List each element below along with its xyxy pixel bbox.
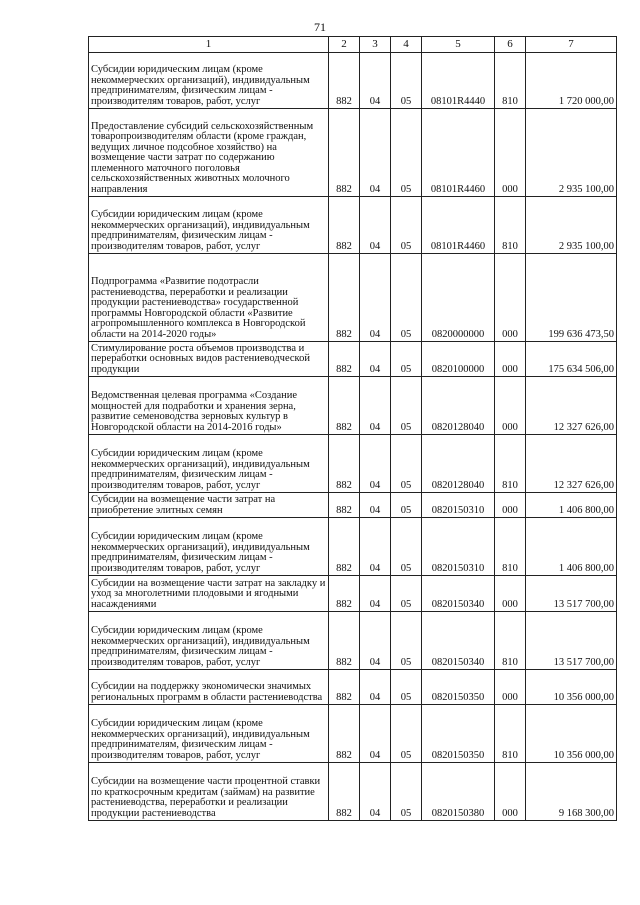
row-subsection-code: 05 — [391, 670, 422, 705]
table-row — [89, 197, 617, 254]
row-subsection-code: 05 — [391, 612, 422, 670]
row-expense-type: 000 — [495, 576, 526, 612]
row-expense-type: 000 — [495, 342, 526, 377]
row-ministry-code: 882 — [329, 53, 360, 109]
table-row — [89, 342, 617, 377]
row-section-code: 04 — [360, 763, 391, 821]
row-subsection-code: 05 — [391, 705, 422, 763]
table-row — [89, 53, 617, 109]
row-subsection-code: 05 — [391, 109, 422, 197]
row-expense-type: 000 — [495, 763, 526, 821]
row-section-code: 04 — [360, 109, 391, 197]
row-subsection-code: 05 — [391, 763, 422, 821]
row-target-article: 08101R4460 — [422, 109, 495, 197]
row-name: Субсидии юридическим лицам (кроме некоммерческих организаций), индивидуальным предпринимателям, физическим лицам - производителям товаров, работ, услуг — [89, 197, 329, 254]
row-expense-type: 000 — [495, 670, 526, 705]
header-col-target-article: 5 — [422, 37, 495, 53]
row-section-code: 04 — [360, 705, 391, 763]
row-expense-type: 000 — [495, 254, 526, 342]
row-name: Ведомственная целевая программа «Создание мощностей для подработки и хранения зерна, развитие семеноводства зерновых культур в Новгородской области на 2014-2016 годы» — [89, 377, 329, 435]
row-subsection-code: 05 — [391, 377, 422, 435]
row-ministry-code: 882 — [329, 612, 360, 670]
row-ministry-code: 882 — [329, 435, 360, 493]
row-amount: 13 517 700,00 — [526, 612, 617, 670]
row-name: Субсидии на возмещение части затрат на приобретение элитных семян — [89, 493, 329, 518]
row-name: Субсидии юридическим лицам (кроме некоммерческих организаций), индивидуальным предпринимателям, физическим лицам - производителям товаров, работ, услуг — [89, 435, 329, 493]
row-target-article: 0820128040 — [422, 377, 495, 435]
row-subsection-code: 05 — [391, 518, 422, 576]
table-row — [89, 109, 617, 197]
row-target-article: 0820150340 — [422, 576, 495, 612]
row-target-article: 08101R4460 — [422, 197, 495, 254]
row-target-article: 0820150340 — [422, 612, 495, 670]
row-target-article: 0820100000 — [422, 342, 495, 377]
row-section-code: 04 — [360, 377, 391, 435]
row-target-article: 0820128040 — [422, 435, 495, 493]
budget-table — [88, 36, 617, 821]
row-name: Подпрограмма «Развитие подотрасли растениеводства, переработки и реализации продукции растениеводства» государственной программы Новгородской области «Развитие агропромышленного комплекса в Новгородской области на 2014-2020 годы» — [89, 254, 329, 342]
table-row — [89, 576, 617, 612]
row-target-article: 0820000000 — [422, 254, 495, 342]
row-section-code: 04 — [360, 53, 391, 109]
row-amount: 1 406 800,00 — [526, 518, 617, 576]
row-expense-type: 810 — [495, 435, 526, 493]
row-section-code: 04 — [360, 254, 391, 342]
row-ministry-code: 882 — [329, 576, 360, 612]
row-subsection-code: 05 — [391, 254, 422, 342]
row-target-article: 0820150380 — [422, 763, 495, 821]
row-amount: 2 935 100,00 — [526, 197, 617, 254]
row-subsection-code: 05 — [391, 576, 422, 612]
row-target-article: 0820150350 — [422, 670, 495, 705]
row-section-code: 04 — [360, 435, 391, 493]
table-row — [89, 670, 617, 705]
row-ministry-code: 882 — [329, 518, 360, 576]
row-section-code: 04 — [360, 576, 391, 612]
row-ministry-code: 882 — [329, 254, 360, 342]
row-section-code: 04 — [360, 518, 391, 576]
row-name: Стимулирование роста объемов производства и переработки основных видов растениеводческой продукции — [89, 342, 329, 377]
row-target-article: 0820150310 — [422, 493, 495, 518]
row-subsection-code: 05 — [391, 435, 422, 493]
row-amount: 175 634 506,00 — [526, 342, 617, 377]
row-section-code: 04 — [360, 670, 391, 705]
row-section-code: 04 — [360, 493, 391, 518]
row-amount: 1 720 000,00 — [526, 53, 617, 109]
table-row — [89, 493, 617, 518]
row-amount: 2 935 100,00 — [526, 109, 617, 197]
row-amount: 12 327 626,00 — [526, 377, 617, 435]
row-section-code: 04 — [360, 612, 391, 670]
header-col-name: 1 — [89, 37, 329, 53]
table-row — [89, 435, 617, 493]
row-amount: 1 406 800,00 — [526, 493, 617, 518]
row-ministry-code: 882 — [329, 493, 360, 518]
row-subsection-code: 05 — [391, 342, 422, 377]
header-col-ministry: 2 — [329, 37, 360, 53]
row-expense-type: 000 — [495, 377, 526, 435]
row-ministry-code: 882 — [329, 763, 360, 821]
row-target-article: 08101R4440 — [422, 53, 495, 109]
row-ministry-code: 882 — [329, 197, 360, 254]
row-subsection-code: 05 — [391, 197, 422, 254]
row-ministry-code: 882 — [329, 705, 360, 763]
row-subsection-code: 05 — [391, 53, 422, 109]
row-name: Субсидии на возмещение части затрат на закладку и уход за многолетними плодовыми и ягодными насаждениями — [89, 576, 329, 612]
row-amount: 199 636 473,50 — [526, 254, 617, 342]
row-amount: 10 356 000,00 — [526, 705, 617, 763]
row-expense-type: 810 — [495, 612, 526, 670]
header-col-amount: 7 — [526, 37, 617, 53]
row-section-code: 04 — [360, 197, 391, 254]
row-ministry-code: 882 — [329, 342, 360, 377]
row-target-article: 0820150350 — [422, 705, 495, 763]
table-header-row — [89, 37, 617, 53]
header-col-subsection: 4 — [391, 37, 422, 53]
row-ministry-code: 882 — [329, 377, 360, 435]
row-name: Субсидии юридическим лицам (кроме некоммерческих организаций), индивидуальным предпринимателям, физическим лицам - производителям товаров, работ, услуг — [89, 53, 329, 109]
row-expense-type: 810 — [495, 53, 526, 109]
row-amount: 13 517 700,00 — [526, 576, 617, 612]
row-ministry-code: 882 — [329, 670, 360, 705]
header-col-expense-type: 6 — [495, 37, 526, 53]
header-col-section: 3 — [360, 37, 391, 53]
table-row — [89, 377, 617, 435]
row-expense-type: 000 — [495, 493, 526, 518]
table-row — [89, 763, 617, 821]
page-number: 71 — [314, 20, 326, 34]
row-subsection-code: 05 — [391, 493, 422, 518]
row-amount: 12 327 626,00 — [526, 435, 617, 493]
row-name: Субсидии на поддержку экономически значимых региональных программ в области растениеводства — [89, 670, 329, 705]
row-ministry-code: 882 — [329, 109, 360, 197]
row-name: Субсидии юридическим лицам (кроме некоммерческих организаций), индивидуальным предпринимателям, физическим лицам - производителям товаров, работ, услуг — [89, 612, 329, 670]
row-amount: 9 168 300,00 — [526, 763, 617, 821]
row-section-code: 04 — [360, 342, 391, 377]
row-expense-type: 810 — [495, 197, 526, 254]
table-row — [89, 612, 617, 670]
row-name: Субсидии юридическим лицам (кроме некоммерческих организаций), индивидуальным предпринимателям, физическим лицам - производителям товаров, работ, услуг — [89, 705, 329, 763]
row-name: Субсидии юридическим лицам (кроме некоммерческих организаций), индивидуальным предпринимателям, физическим лицам - производителям товаров, работ, услуг — [89, 518, 329, 576]
row-target-article: 0820150310 — [422, 518, 495, 576]
table-row — [89, 518, 617, 576]
row-amount: 10 356 000,00 — [526, 670, 617, 705]
row-expense-type: 810 — [495, 518, 526, 576]
row-expense-type: 000 — [495, 109, 526, 197]
table-row — [89, 705, 617, 763]
row-name: Субсидии на возмещение части процентной ставки по краткосрочным кредитам (займам) на развитие растениеводства, переработки и реализации продукции растениеводства — [89, 763, 329, 821]
row-name: Предоставление субсидий сельскохозяйственным товаропроизводителям области (кроме граждан, ведущих личное подсобное хозяйство) на возмещение части затрат по содержанию племенного маточного поголовья сельскохозяйственных животных молочного направления — [89, 109, 329, 197]
row-expense-type: 810 — [495, 705, 526, 763]
table-row — [89, 254, 617, 342]
